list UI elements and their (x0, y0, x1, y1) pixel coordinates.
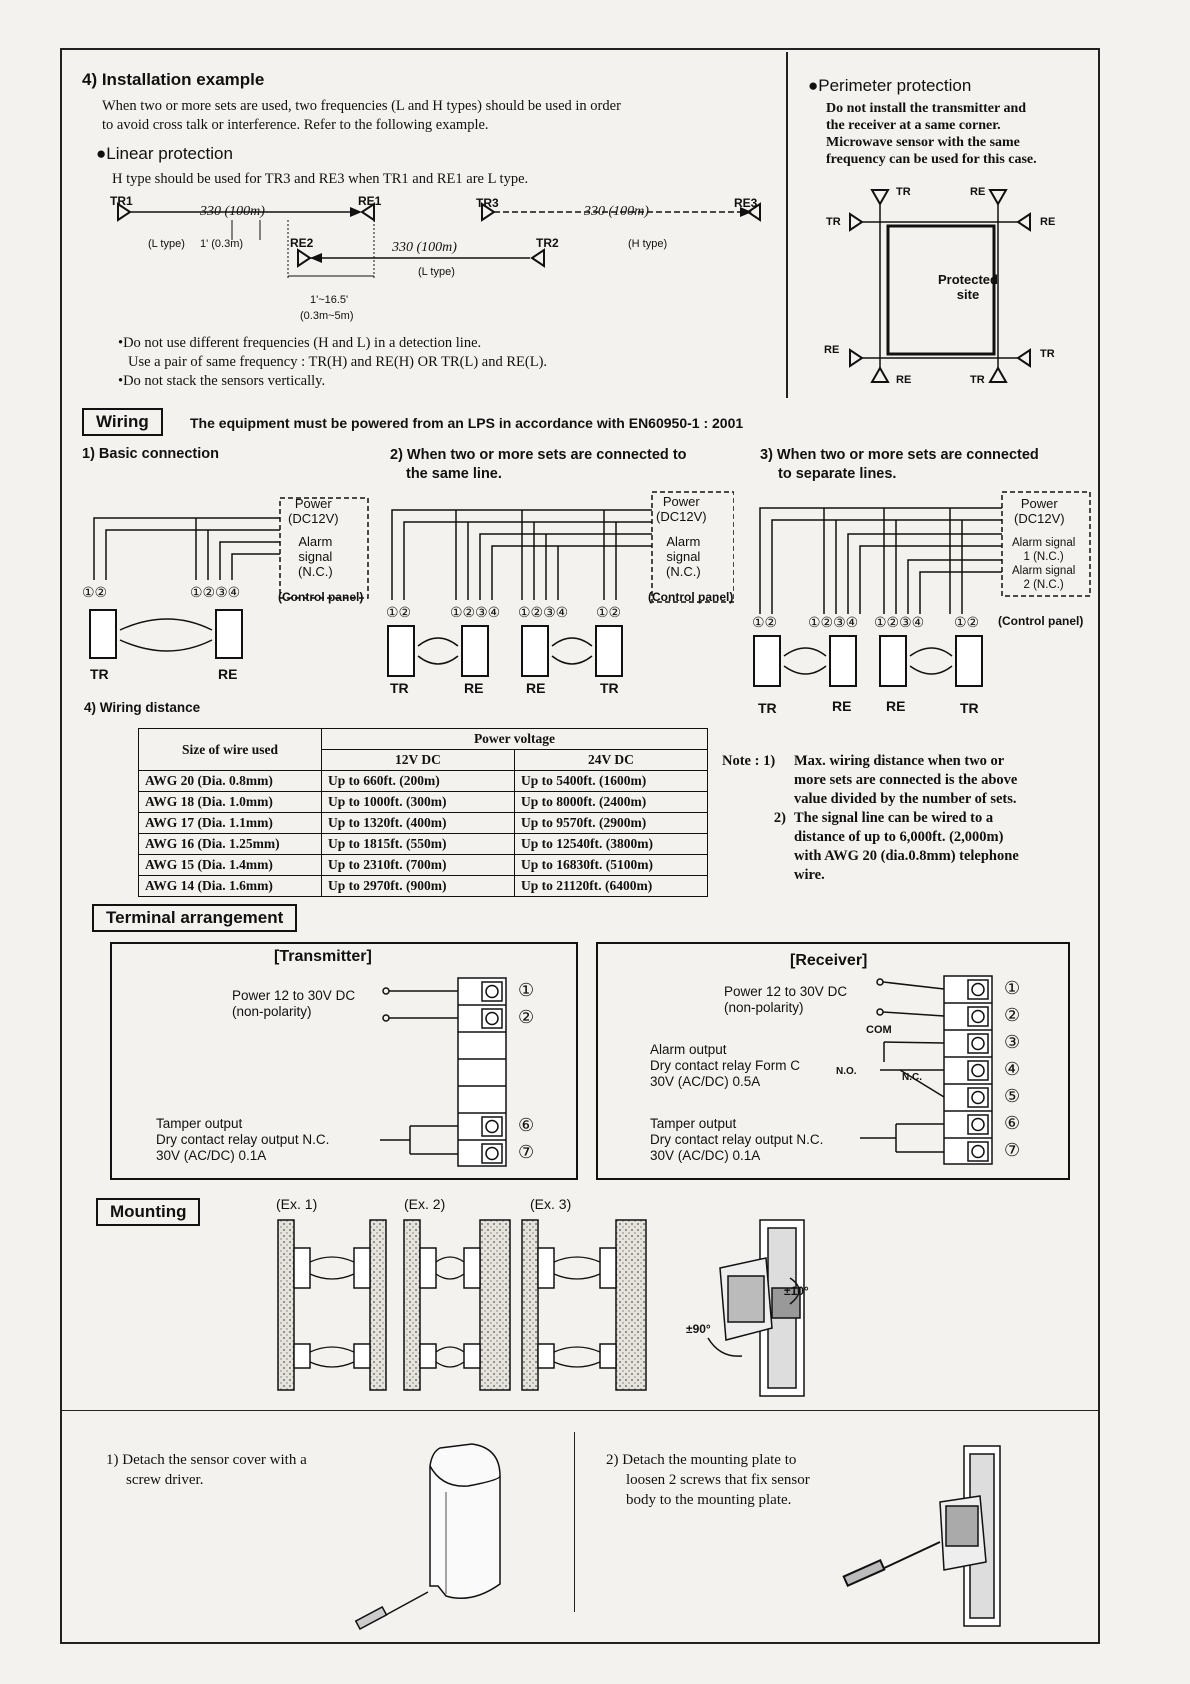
rx-nc-label: N.C. (902, 1072, 922, 1083)
linear-protection-text: H type should be used for TR3 and RE3 when TR1 and RE1 are L type. (112, 171, 529, 187)
sensor-cover-illustration (350, 1436, 530, 1636)
screwdriver-icon (844, 1542, 940, 1586)
l-type-1: (L type) (148, 238, 185, 250)
basic-control-panel: (Control panel) (278, 590, 364, 604)
basic-re-terminals: ①②③④ (190, 584, 241, 600)
note1-line2: more sets are connected is the above (794, 772, 1018, 788)
distance-330-b: 330 (100m) (584, 204, 649, 219)
tx-tamper-line1: Tamper output (156, 1116, 243, 1131)
perimeter-line-2: the receiver at a same corner. (826, 118, 1001, 133)
table-row (139, 813, 708, 834)
same-power: Power (662, 494, 700, 509)
wiring-label: Wiring (82, 408, 163, 436)
tx-power-line1: Power 12 to 30V DC (232, 988, 356, 1003)
perim-re-bottom: RE (896, 374, 912, 386)
table-cell: AWG 18 (Dia. 1.0mm) (139, 792, 322, 813)
tx-tamper-line2: Dry contact relay output N.C. (156, 1132, 330, 1147)
table-cell: AWG 16 (Dia. 1.25mm) (139, 834, 322, 855)
range-ft: 1'~16.5' (310, 294, 349, 306)
rx-terminal-4: ④ (1004, 1059, 1021, 1079)
same-re1-terminals: ①②③④ (450, 604, 501, 620)
table-cell: Up to 9570ft. (2900m) (515, 813, 708, 834)
h-type: (H type) (628, 238, 668, 250)
screwdriver-icon (356, 1592, 428, 1629)
table-row (139, 855, 708, 876)
perim-tr-top: TR (896, 186, 911, 198)
perimeter-line-1: Do not install the transmitter and (826, 101, 1027, 116)
mounting-label: Mounting (96, 1198, 200, 1226)
note-stack: •Do not stack the sensors vertically. (118, 373, 326, 389)
re3-label: RE3 (734, 196, 758, 210)
tr3-label: TR3 (476, 196, 499, 210)
tx-terminal-7: ⑦ (518, 1142, 535, 1162)
basic-nc: (N.C.) (298, 564, 333, 579)
table-row (139, 792, 708, 813)
same-re2-label: RE (526, 680, 546, 696)
basic-power-label (288, 496, 339, 526)
range-m: (0.3m~5m) (300, 310, 354, 322)
angle-10-label: ±10° (784, 1284, 809, 1298)
angle-90-label: ±90° (686, 1322, 711, 1336)
table-cell: AWG 15 (Dia. 1.4mm) (139, 855, 322, 876)
note2-line4: wire. (794, 867, 825, 883)
sep-tr2-terminals: ①② (954, 614, 980, 630)
site-label: site (956, 287, 980, 302)
basic-re-label: RE (218, 666, 238, 682)
install-intro-1: When two or more sets are used, two frequencies (L and H types) should be used in order (102, 98, 621, 114)
receiver-title: [Receiver] (790, 952, 868, 969)
same-line-title-1: 2) When two or more sets are connected to (390, 447, 687, 463)
same-tr2-terminals: ①② (596, 604, 622, 620)
steps-divider (574, 1432, 575, 1612)
table-cell: AWG 20 (Dia. 0.8mm) (139, 771, 322, 792)
mounting-divider (62, 1410, 1098, 1411)
v24-header: 24V DC (515, 750, 708, 771)
rx-no-label: N.O. (836, 1066, 857, 1077)
step-1-line2: screw driver. (126, 1472, 204, 1488)
note2-label: 2) (773, 810, 786, 826)
same-tr1-terminals: ①② (386, 604, 412, 620)
perim-re-right: RE (1040, 216, 1056, 228)
sep-control-panel: (Control panel) (998, 614, 1084, 628)
note-frequencies: •Do not use different frequencies (H and L) in a detection line. (118, 335, 482, 351)
perimeter-line-4: frequency can be used for this case. (826, 152, 1037, 167)
same-tr2-label: TR (600, 680, 619, 696)
perim-tr-left: TR (826, 216, 841, 228)
rx-terminal-1: ① (1004, 978, 1021, 998)
rx-terminal-6: ⑥ (1004, 1113, 1021, 1133)
note2-line2: distance of up to 6,000ft. (2,000m) (794, 829, 1004, 845)
table-header-row (139, 729, 708, 750)
same-re2-terminals: ①②③④ (518, 604, 569, 620)
protected-site-label (938, 272, 998, 302)
table-cell: Up to 1815ft. (550m) (322, 834, 515, 855)
step-1-line1: 1) Detach the sensor cover with a (106, 1452, 307, 1468)
note2-line3: with AWG 20 (dia.0.8mm) telephone (794, 848, 1019, 864)
table-cell: Up to 1000ft. (300m) (322, 792, 515, 813)
perimeter-text (826, 100, 1037, 168)
note-pair: Use a pair of same frequency : TR(H) and RE(H) OR TR(L) and RE(L). (128, 354, 548, 370)
rx-alarm-line2: Dry contact relay Form C (650, 1058, 801, 1073)
basic-tr-label: TR (90, 666, 109, 682)
gap-1ft: 1' (0.3m) (200, 238, 244, 250)
sep-power-label (1014, 496, 1065, 526)
sep-tr2-label: TR (960, 700, 979, 716)
table-cell: Up to 2970ft. (900m) (322, 876, 515, 897)
tx-power-label (232, 988, 355, 1020)
rx-tamper-label (650, 1116, 823, 1164)
same-alarm: Alarm (666, 534, 701, 549)
transmitter-terminal-block (380, 974, 510, 1170)
same-tr1-label: TR (390, 680, 409, 696)
sep-re2-terminals: ①②③④ (874, 614, 925, 630)
step-2-line2: loosen 2 screws that fix sensor (626, 1472, 810, 1488)
ex3-label: (Ex. 3) (530, 1196, 572, 1212)
sep-alarm-2-nc: 2 (N.C.) (1023, 579, 1064, 591)
table-row (139, 876, 708, 897)
tr2-label: TR2 (536, 236, 559, 250)
distance-330-c: 330 (100m) (392, 240, 457, 255)
re1-label: RE1 (358, 194, 382, 208)
note2-line1: The signal line can be wired to a (794, 810, 994, 826)
terminal-arrangement-label: Terminal arrangement (92, 904, 297, 932)
transmitter-title: [Transmitter] (274, 948, 372, 965)
rx-com-label: COM (866, 1024, 892, 1036)
protected-label: Protected (938, 272, 998, 287)
table-row (139, 771, 708, 792)
perim-tr-bottom: TR (970, 374, 985, 386)
perimeter-line-3: Microwave sensor with the same (826, 135, 1020, 150)
ex2-label: (Ex. 2) (404, 1196, 446, 1212)
sep-alarm-1: Alarm signal (1012, 537, 1076, 549)
basic-signal: signal (298, 549, 333, 564)
same-alarm-label (666, 534, 701, 579)
table-cell: Up to 16830ft. (5100m) (515, 855, 708, 876)
perim-re-top: RE (970, 186, 986, 198)
separate-lines-title (760, 446, 1039, 484)
separate-lines-title-2: to separate lines. (778, 466, 897, 482)
ex1-label: (Ex. 1) (276, 1196, 318, 1212)
rx-power-line1: Power 12 to 30V DC (724, 984, 848, 999)
basic-tr-terminals: ①② (82, 584, 108, 600)
note1-line1: Max. wiring distance when two or (794, 753, 1005, 769)
table-cell: Up to 660ft. (200m) (322, 771, 515, 792)
v12-header: 12V DC (322, 750, 515, 771)
same-line-title (390, 446, 687, 484)
note1-line3: value divided by the number of sets. (794, 791, 1017, 807)
table-cell: AWG 17 (Dia. 1.1mm) (139, 813, 322, 834)
separate-lines-title-1: 3) When two or more sets are connected (760, 447, 1039, 463)
wiring-distance-title: 4) Wiring distance (84, 700, 201, 715)
sep-dc12v: (DC12V) (1014, 511, 1065, 526)
tx-terminal-6: ⑥ (518, 1115, 535, 1135)
rx-power-label (724, 984, 847, 1016)
power-voltage-header: Power voltage (322, 729, 708, 750)
basic-alarm-label (298, 534, 333, 579)
table-cell: Up to 8000ft. (2400m) (515, 792, 708, 813)
sep-alarm-1-nc: 1 (N.C.) (1023, 551, 1064, 563)
sep-tr1-terminals: ①② (752, 614, 778, 630)
re2-label: RE2 (290, 236, 314, 250)
rx-terminal-7: ⑦ (1004, 1140, 1021, 1160)
basic-connection-title: 1) Basic connection (82, 446, 219, 462)
step-2-text (606, 1450, 810, 1510)
perimeter-divider (786, 52, 788, 398)
tr1-label: TR1 (110, 194, 133, 208)
tx-terminal-1: ① (518, 980, 535, 1000)
mounting-plate-illustration (840, 1442, 1030, 1632)
basic-alarm: Alarm (298, 534, 333, 549)
table-cell: Up to 5400ft. (1600m) (515, 771, 708, 792)
perimeter-title: ●Perimeter protection (808, 76, 972, 95)
same-line-title-2: the same line. (406, 466, 502, 482)
table-row (139, 834, 708, 855)
basic-dc12v: (DC12V) (288, 511, 339, 526)
re2-symbol (298, 250, 310, 266)
rx-tamper-line3: 30V (AC/DC) 0.1A (650, 1148, 761, 1163)
size-header: Size of wire used (139, 729, 322, 771)
same-dc12v: (DC12V) (656, 509, 707, 524)
step-2-line3: body to the mounting plate. (626, 1492, 792, 1508)
sep-alarm-2: Alarm signal (1012, 565, 1076, 577)
perim-re-left: RE (824, 344, 840, 356)
rx-tamper-line1: Tamper output (650, 1116, 737, 1131)
rx-power-line2: (non-polarity) (724, 1000, 804, 1015)
same-nc: (N.C.) (666, 564, 701, 579)
rx-terminal-2: ② (1004, 1005, 1021, 1025)
same-control-panel: (Control panel) (648, 590, 734, 604)
note-label: Note : 1) (722, 753, 776, 769)
sep-re1-terminals: ①②③④ (808, 614, 859, 630)
lps-requirement: The equipment must be powered from an LPS in accordance with EN60950-1 : 2001 (190, 415, 744, 431)
tr2-symbol (532, 250, 544, 266)
installation-title: 4) Installation example (82, 70, 265, 89)
sep-tr1-label: TR (758, 700, 777, 716)
rx-alarm-label (650, 1042, 800, 1090)
rx-alarm-line1: Alarm output (650, 1042, 727, 1057)
wiring-notes (722, 752, 1019, 885)
table-cell: Up to 1320ft. (400m) (322, 813, 515, 834)
tx-terminal-2: ② (518, 1007, 535, 1027)
mounting-examples (270, 1216, 650, 1396)
sep-power: Power (1020, 496, 1058, 511)
table-cell: Up to 2310ft. (700m) (322, 855, 515, 876)
l-type-2: (L type) (418, 266, 455, 278)
sep-alarm-labels (1012, 536, 1075, 592)
rx-terminal-3: ③ (1004, 1032, 1021, 1052)
wiring-distance-table (138, 728, 708, 897)
step-2-line1: 2) Detach the mounting plate to (606, 1452, 797, 1468)
tx-tamper-label (156, 1116, 329, 1164)
receiver-terminal-block (860, 972, 996, 1168)
same-power-label (656, 494, 707, 524)
sep-re1-label: RE (832, 698, 852, 714)
perim-tr-right: TR (1040, 348, 1055, 360)
rx-terminal-5: ⑤ (1004, 1086, 1021, 1106)
sep-re2-label: RE (886, 698, 906, 714)
tx-tamper-line3: 30V (AC/DC) 0.1A (156, 1148, 267, 1163)
linear-protection-title: ●Linear protection (96, 144, 233, 163)
tx-power-line2: (non-polarity) (232, 1004, 312, 1019)
same-signal: signal (666, 549, 701, 564)
table-cell: Up to 12540ft. (3800m) (515, 834, 708, 855)
install-intro-2: to avoid cross talk or interference. Refer to the following example. (102, 117, 489, 133)
table-cell: AWG 14 (Dia. 1.6mm) (139, 876, 322, 897)
distance-330-a: 330 (100m) (200, 204, 265, 219)
rx-tamper-line2: Dry contact relay output N.C. (650, 1132, 824, 1147)
rx-alarm-line3: 30V (AC/DC) 0.5A (650, 1074, 761, 1089)
same-re1-label: RE (464, 680, 484, 696)
table-cell: Up to 21120ft. (6400m) (515, 876, 708, 897)
sensor-angle-illustration (680, 1218, 840, 1398)
step-1-text (106, 1450, 307, 1490)
basic-power: Power (294, 496, 332, 511)
